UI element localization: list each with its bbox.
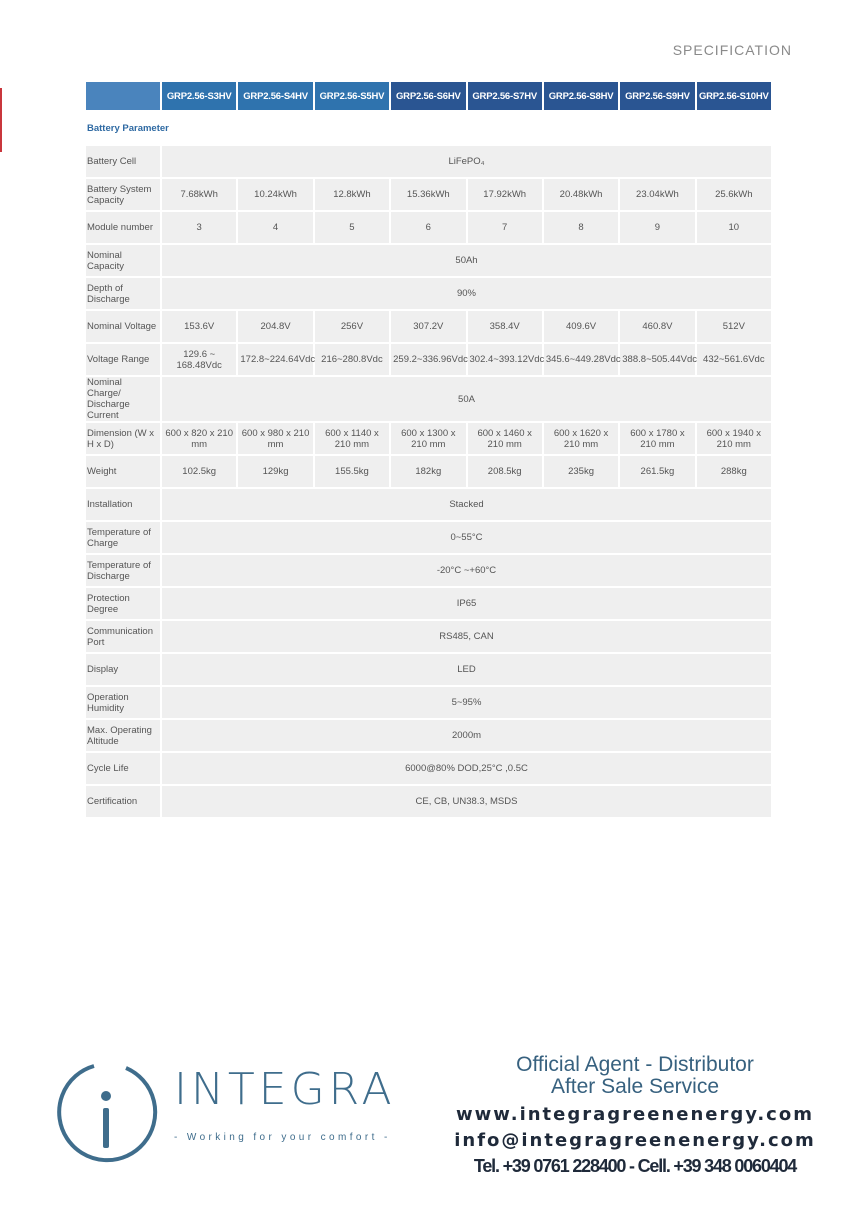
row-value: LiFePO₄ [162,146,771,177]
model-header: GRP2.56-S5HV [315,82,389,110]
row-label: Cycle Life [86,753,160,784]
model-header: GRP2.56-S7HV [468,82,542,110]
row-label: Voltage Range [86,344,160,375]
row-label: Temperature of Charge [86,522,160,553]
row-value: 345.6~449.28Vdc [544,344,618,375]
brand-name: INTEGRA [174,1064,396,1115]
spec-table [84,80,773,819]
row-value: 153.6V [162,311,236,342]
row-value: 4 [238,212,312,243]
agent-line: Official Agent - Distributor [516,1053,754,1076]
row-value: 2000m [162,720,771,751]
email-link[interactable]: info@integragreenenergy.com [454,1130,816,1151]
row-value: 3 [162,212,236,243]
row-value: 208.5kg [468,456,542,487]
contact-block [440,1054,830,1177]
model-header: GRP2.56-S10HV [697,82,771,110]
row-value: 129kg [238,456,312,487]
model-header: GRP2.56-S3HV [162,82,236,110]
table-row [86,786,771,817]
row-value: 0~55°C [162,522,771,553]
row-label: Module number [86,212,160,243]
model-header: GRP2.56-S9HV [620,82,694,110]
row-label: Battery Cell [86,146,160,177]
row-value: 6000@80% DOD,25°C ,0.5C [162,753,771,784]
row-value: 15.36kWh [391,179,465,210]
table-row [86,753,771,784]
row-value: 512V [697,311,771,342]
table-row [86,687,771,718]
row-value: 600 x 1620 x 210 mm [544,423,618,454]
section-row [86,112,771,144]
row-value: 216~280.8Vdc [315,344,389,375]
row-label: Operation Humidity [86,687,160,718]
row-value: CE, CB, UN38.3, MSDS [162,786,771,817]
table-row [86,489,771,520]
edge-accent [0,88,2,152]
table-row [86,311,771,342]
table-row [86,423,771,454]
model-header: GRP2.56-S4HV [238,82,312,110]
row-value: 288kg [697,456,771,487]
table-row [86,245,771,276]
table-row [86,146,771,177]
row-value: 6 [391,212,465,243]
row-value: LED [162,654,771,685]
table-row [86,555,771,586]
row-value: 5 [315,212,389,243]
row-label: Protection Degree [86,588,160,619]
row-value: IP65 [162,588,771,619]
row-label: Installation [86,489,160,520]
row-label: Dimension (W x H x D) [86,423,160,454]
row-label: Nominal Voltage [86,311,160,342]
row-value: 600 x 1460 x 210 mm [468,423,542,454]
website-link[interactable]: www.integragreenenergy.com [456,1104,814,1125]
row-value: 307.2V [391,311,465,342]
row-value: 20.48kWh [544,179,618,210]
row-value: 12.8kWh [315,179,389,210]
footer [0,1040,854,1208]
row-value: 600 x 1300 x 210 mm [391,423,465,454]
header-blank-cell [86,82,160,110]
row-label: Battery System Capacity [86,179,160,210]
row-label: Nominal Capacity [86,245,160,276]
table-row [86,377,771,421]
phone-numbers: Tel. +39 0761 228400 - Cell. +39 348 0060404 [473,1156,797,1176]
table-row [86,278,771,309]
row-value: -20°C ~+60°C [162,555,771,586]
row-value: 256V [315,311,389,342]
row-value: 10.24kWh [238,179,312,210]
row-value: 235kg [544,456,618,487]
row-label: Weight [86,456,160,487]
row-value: 358.4V [468,311,542,342]
row-value: 23.04kWh [620,179,694,210]
row-label: Display [86,654,160,685]
row-label: Depth of Discharge [86,278,160,309]
row-label: Communication Port [86,621,160,652]
table-row [86,720,771,751]
row-value: RS485, CAN [162,621,771,652]
table-row [86,212,771,243]
row-value: 261.5kg [620,456,694,487]
row-value: 388.8~505.44Vdc [620,344,694,375]
brand-tagline: - Working for your comfort - [174,1132,391,1143]
table-row [86,456,771,487]
row-value: 50A [162,377,771,421]
row-value: 155.5kg [315,456,389,487]
row-label: Max. Operating Altitude [86,720,160,751]
row-value: 90% [162,278,771,309]
table-row [86,621,771,652]
page-title: SPECIFICATION [672,42,792,58]
row-value: 302.4~393.12Vdc [468,344,542,375]
row-value: 600 x 1140 x 210 mm [315,423,389,454]
row-value: 50Ah [162,245,771,276]
row-value: 600 x 820 x 210 mm [162,423,236,454]
section-label: Battery Parameter [86,112,771,144]
row-value: 182kg [391,456,465,487]
integra-logo-icon [54,1060,158,1164]
row-value: 17.92kWh [468,179,542,210]
table-row [86,522,771,553]
row-label: Temperature of Discharge [86,555,160,586]
row-value: 8 [544,212,618,243]
table-row [86,179,771,210]
table-row [86,588,771,619]
model-header: GRP2.56-S8HV [544,82,618,110]
row-value: 10 [697,212,771,243]
model-header: GRP2.56-S6HV [391,82,465,110]
row-value: 25.6kWh [697,179,771,210]
row-value: 600 x 980 x 210 mm [238,423,312,454]
row-value: 5~95% [162,687,771,718]
row-value: 432~561.6Vdc [697,344,771,375]
row-value: 460.8V [620,311,694,342]
table-row [86,344,771,375]
row-value: 204.8V [238,311,312,342]
row-value: Stacked [162,489,771,520]
row-value: 600 x 1780 x 210 mm [620,423,694,454]
row-value: 102.5kg [162,456,236,487]
row-value: 600 x 1940 x 210 mm [697,423,771,454]
row-value: 129.6 ~ 168.48Vdc [162,344,236,375]
row-value: 409.6V [544,311,618,342]
row-label: Certification [86,786,160,817]
row-label: Nominal Charge/ Discharge Current [86,377,160,421]
row-value: 172.8~224.64Vdc [238,344,312,375]
row-value: 7 [468,212,542,243]
table-row [86,654,771,685]
service-line: After Sale Service [550,1075,720,1098]
model-header-row [86,82,771,110]
row-value: 7.68kWh [162,179,236,210]
row-value: 259.2~336.96Vdc [391,344,465,375]
row-value: 9 [620,212,694,243]
